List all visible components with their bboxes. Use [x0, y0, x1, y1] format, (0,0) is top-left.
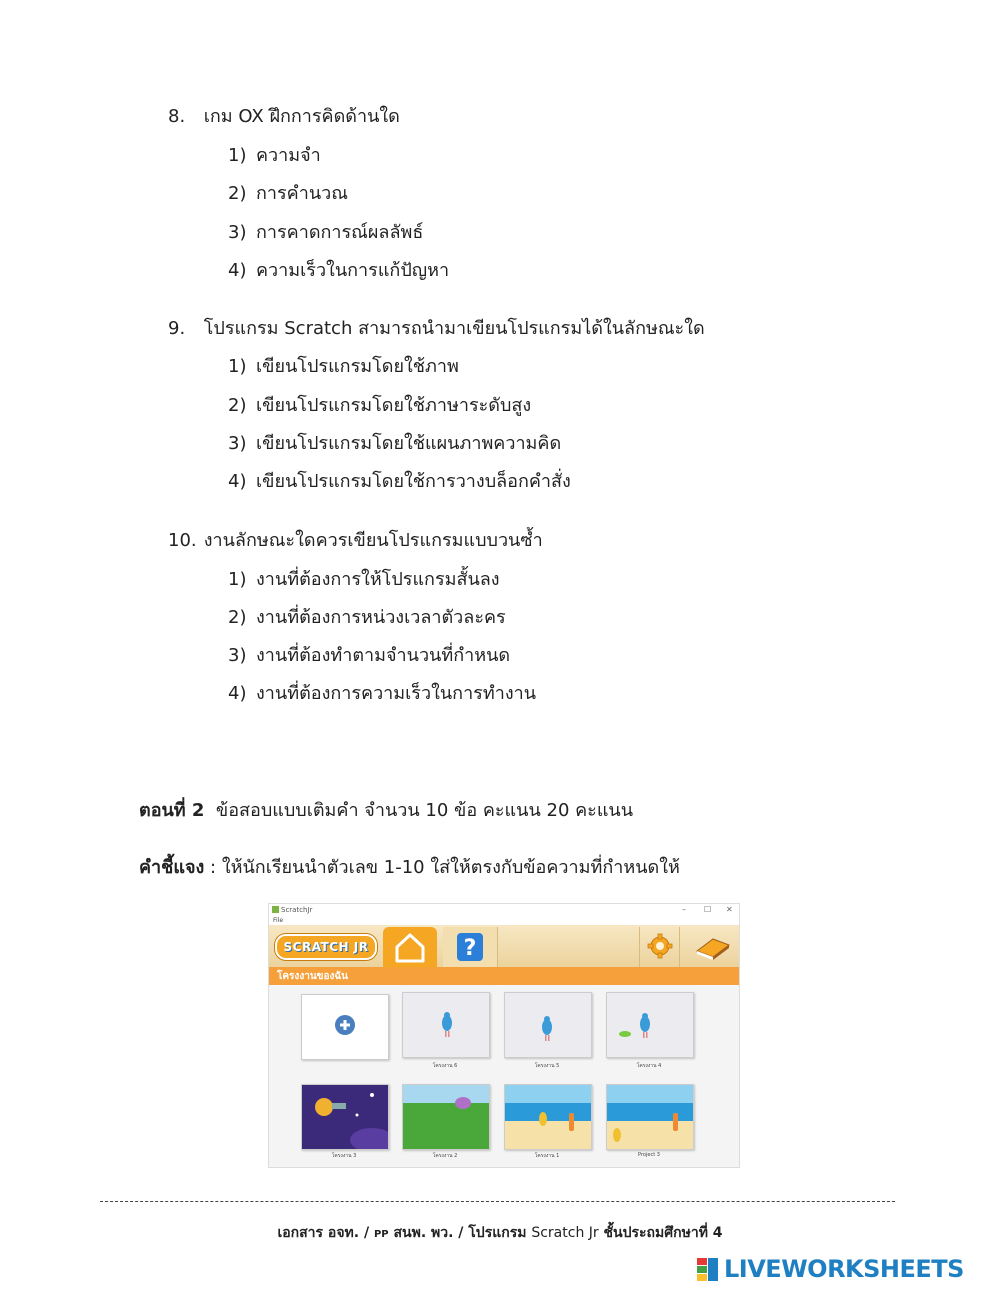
book-icon[interactable] [693, 931, 733, 961]
divider [679, 927, 680, 967]
footer-right: ชั้นประถมศึกษาที่ 4 [598, 1225, 723, 1241]
help-tab[interactable] [443, 927, 497, 967]
home-tab[interactable] [383, 927, 437, 967]
option-text: งานที่ต้องการความเร็วในการทำงาน [256, 683, 537, 704]
project-card[interactable] [301, 1084, 389, 1150]
new-project-card[interactable] [301, 994, 389, 1060]
field-scene-icon [403, 1085, 489, 1149]
question-number: 9. [168, 318, 186, 339]
space-scene-icon [302, 1085, 388, 1149]
option-text: เขียนโปรแกรมโดยใช้ภาษาระดับสูง [256, 395, 532, 416]
project-card[interactable] [402, 992, 490, 1058]
option-number: 3) [228, 433, 247, 454]
option-9-2[interactable] [228, 390, 531, 419]
menu-file[interactable]: File [273, 917, 284, 924]
character-icon [607, 993, 693, 1057]
project-card[interactable] [504, 992, 592, 1058]
option-10-3[interactable] [228, 640, 510, 669]
option-number: 2) [228, 183, 247, 204]
option-9-3[interactable] [228, 428, 561, 457]
question-text: งานลักษณะใดควรเขียนโปรแกรมแบบวนซ้ำ [203, 530, 543, 551]
option-text: ความเร็วในการแก้ปัญหา [256, 260, 450, 281]
minimize-icon[interactable]: – [682, 905, 686, 914]
close-icon[interactable]: ✕ [726, 905, 733, 914]
question-8 [168, 101, 400, 130]
gear-icon[interactable] [647, 933, 673, 959]
footer-program: Scratch Jr [531, 1225, 599, 1241]
project-caption: โครงงาน 5 [534, 1063, 560, 1069]
footer-left: เอกสาร อจท. / [277, 1225, 374, 1241]
question-text: เกม OX ฝึกการคิดด้านใด [203, 106, 400, 127]
option-10-4[interactable] [228, 678, 536, 707]
option-8-3[interactable] [228, 217, 423, 246]
project-caption: โครงงาน 6 [432, 1063, 458, 1069]
option-text: การคำนวณ [256, 183, 348, 204]
beach-scene-icon [607, 1085, 693, 1149]
footer-mid: สนพ. พว. / โปรแกรม [388, 1225, 532, 1241]
liveworksheets-watermark: LIVEWORKSHEETS [724, 1255, 964, 1283]
part2-heading [139, 795, 633, 824]
option-8-1[interactable] [228, 140, 321, 169]
maximize-icon[interactable]: ☐ [704, 905, 712, 914]
question-number: 8. [168, 106, 186, 127]
project-card[interactable] [504, 1084, 592, 1150]
option-number: 4) [228, 260, 247, 281]
footer-divider [100, 1201, 895, 1202]
footer [0, 1222, 1000, 1244]
option-number: 4) [228, 683, 247, 704]
instruction [139, 852, 680, 881]
option-text: งานที่ต้องการให้โปรแกรมสั้นลง [256, 569, 500, 590]
instruction-label: คำชี้แจง [139, 857, 205, 878]
option-number: 3) [228, 222, 247, 243]
option-number: 1) [228, 569, 247, 590]
option-text: งานที่ต้องทำตามจำนวนที่กำหนด [256, 645, 511, 666]
divider [639, 927, 640, 967]
option-number: 4) [228, 471, 247, 492]
project-caption: Project 3 [638, 1152, 660, 1158]
option-8-2[interactable] [228, 178, 348, 207]
scratchjr-logo: SCRATCH JR [275, 934, 377, 960]
section-title: โครงงานของฉัน [277, 971, 349, 982]
liveworksheets-logo-icon [697, 1258, 719, 1282]
option-number: 2) [228, 395, 247, 416]
character-icon [403, 993, 489, 1057]
option-9-4[interactable] [228, 466, 571, 495]
option-9-1[interactable] [228, 351, 459, 380]
window-titlebar [269, 904, 739, 916]
option-number: 1) [228, 356, 247, 377]
question-9 [168, 313, 705, 342]
option-text: ความจำ [256, 145, 321, 166]
project-caption: โครงงาน 4 [636, 1063, 662, 1069]
scratchjr-screenshot [268, 903, 740, 1168]
option-text: การคาดการณ์ผลลัพธ์ [256, 222, 424, 243]
project-card[interactable] [402, 1084, 490, 1150]
my-projects-bar [269, 967, 739, 985]
project-caption: โครงงาน 2 [432, 1153, 458, 1159]
option-text: เขียนโปรแกรมโดยใช้แผนภาพความคิด [256, 433, 562, 454]
window-title: ScratchJr [281, 906, 313, 914]
project-card[interactable] [606, 992, 694, 1058]
help-icon [443, 927, 497, 967]
option-text: งานที่ต้องการหน่วงเวลาตัวละคร [256, 607, 506, 628]
question-10 [168, 525, 543, 554]
question-number: 10. [168, 530, 197, 551]
project-caption: โครงงาน 3 [331, 1153, 357, 1159]
option-number: 3) [228, 645, 247, 666]
beach-scene-icon [505, 1085, 591, 1149]
divider [497, 927, 498, 967]
add-icon [302, 995, 388, 1059]
svg-text:?: ? [463, 936, 477, 961]
instruction-text: : ให้นักเรียนนำตัวเลข 1-10 ใส่ให้ตรงกับข้อความที่กำหนดให้ [210, 857, 680, 878]
option-10-2[interactable] [228, 602, 506, 631]
option-number: 1) [228, 145, 247, 166]
character-icon [505, 993, 591, 1057]
project-card[interactable] [606, 1084, 694, 1150]
part2-label: ตอนที่ 2 [139, 800, 205, 821]
app-icon [272, 906, 279, 913]
app-toolbar [269, 925, 739, 968]
option-number: 2) [228, 607, 247, 628]
option-text: เขียนโปรแกรมโดยใช้ภาพ [256, 356, 459, 377]
footer-pp: PP [373, 1229, 389, 1240]
option-text: เขียนโปรแกรมโดยใช้การวางบล็อกคำสั่ง [256, 471, 571, 492]
menubar [269, 916, 739, 925]
question-text: โปรแกรม Scratch สามารถนำมาเขียนโปรแกรมได้ในลักษณะใด [203, 318, 705, 339]
home-icon [383, 927, 437, 967]
option-10-1[interactable] [228, 564, 500, 593]
part2-text: ข้อสอบแบบเติมคำ จำนวน 10 ข้อ คะแนน 20 คะแนน [215, 800, 634, 821]
option-8-4[interactable] [228, 255, 449, 284]
project-caption: โครงงาน 1 [534, 1153, 560, 1159]
